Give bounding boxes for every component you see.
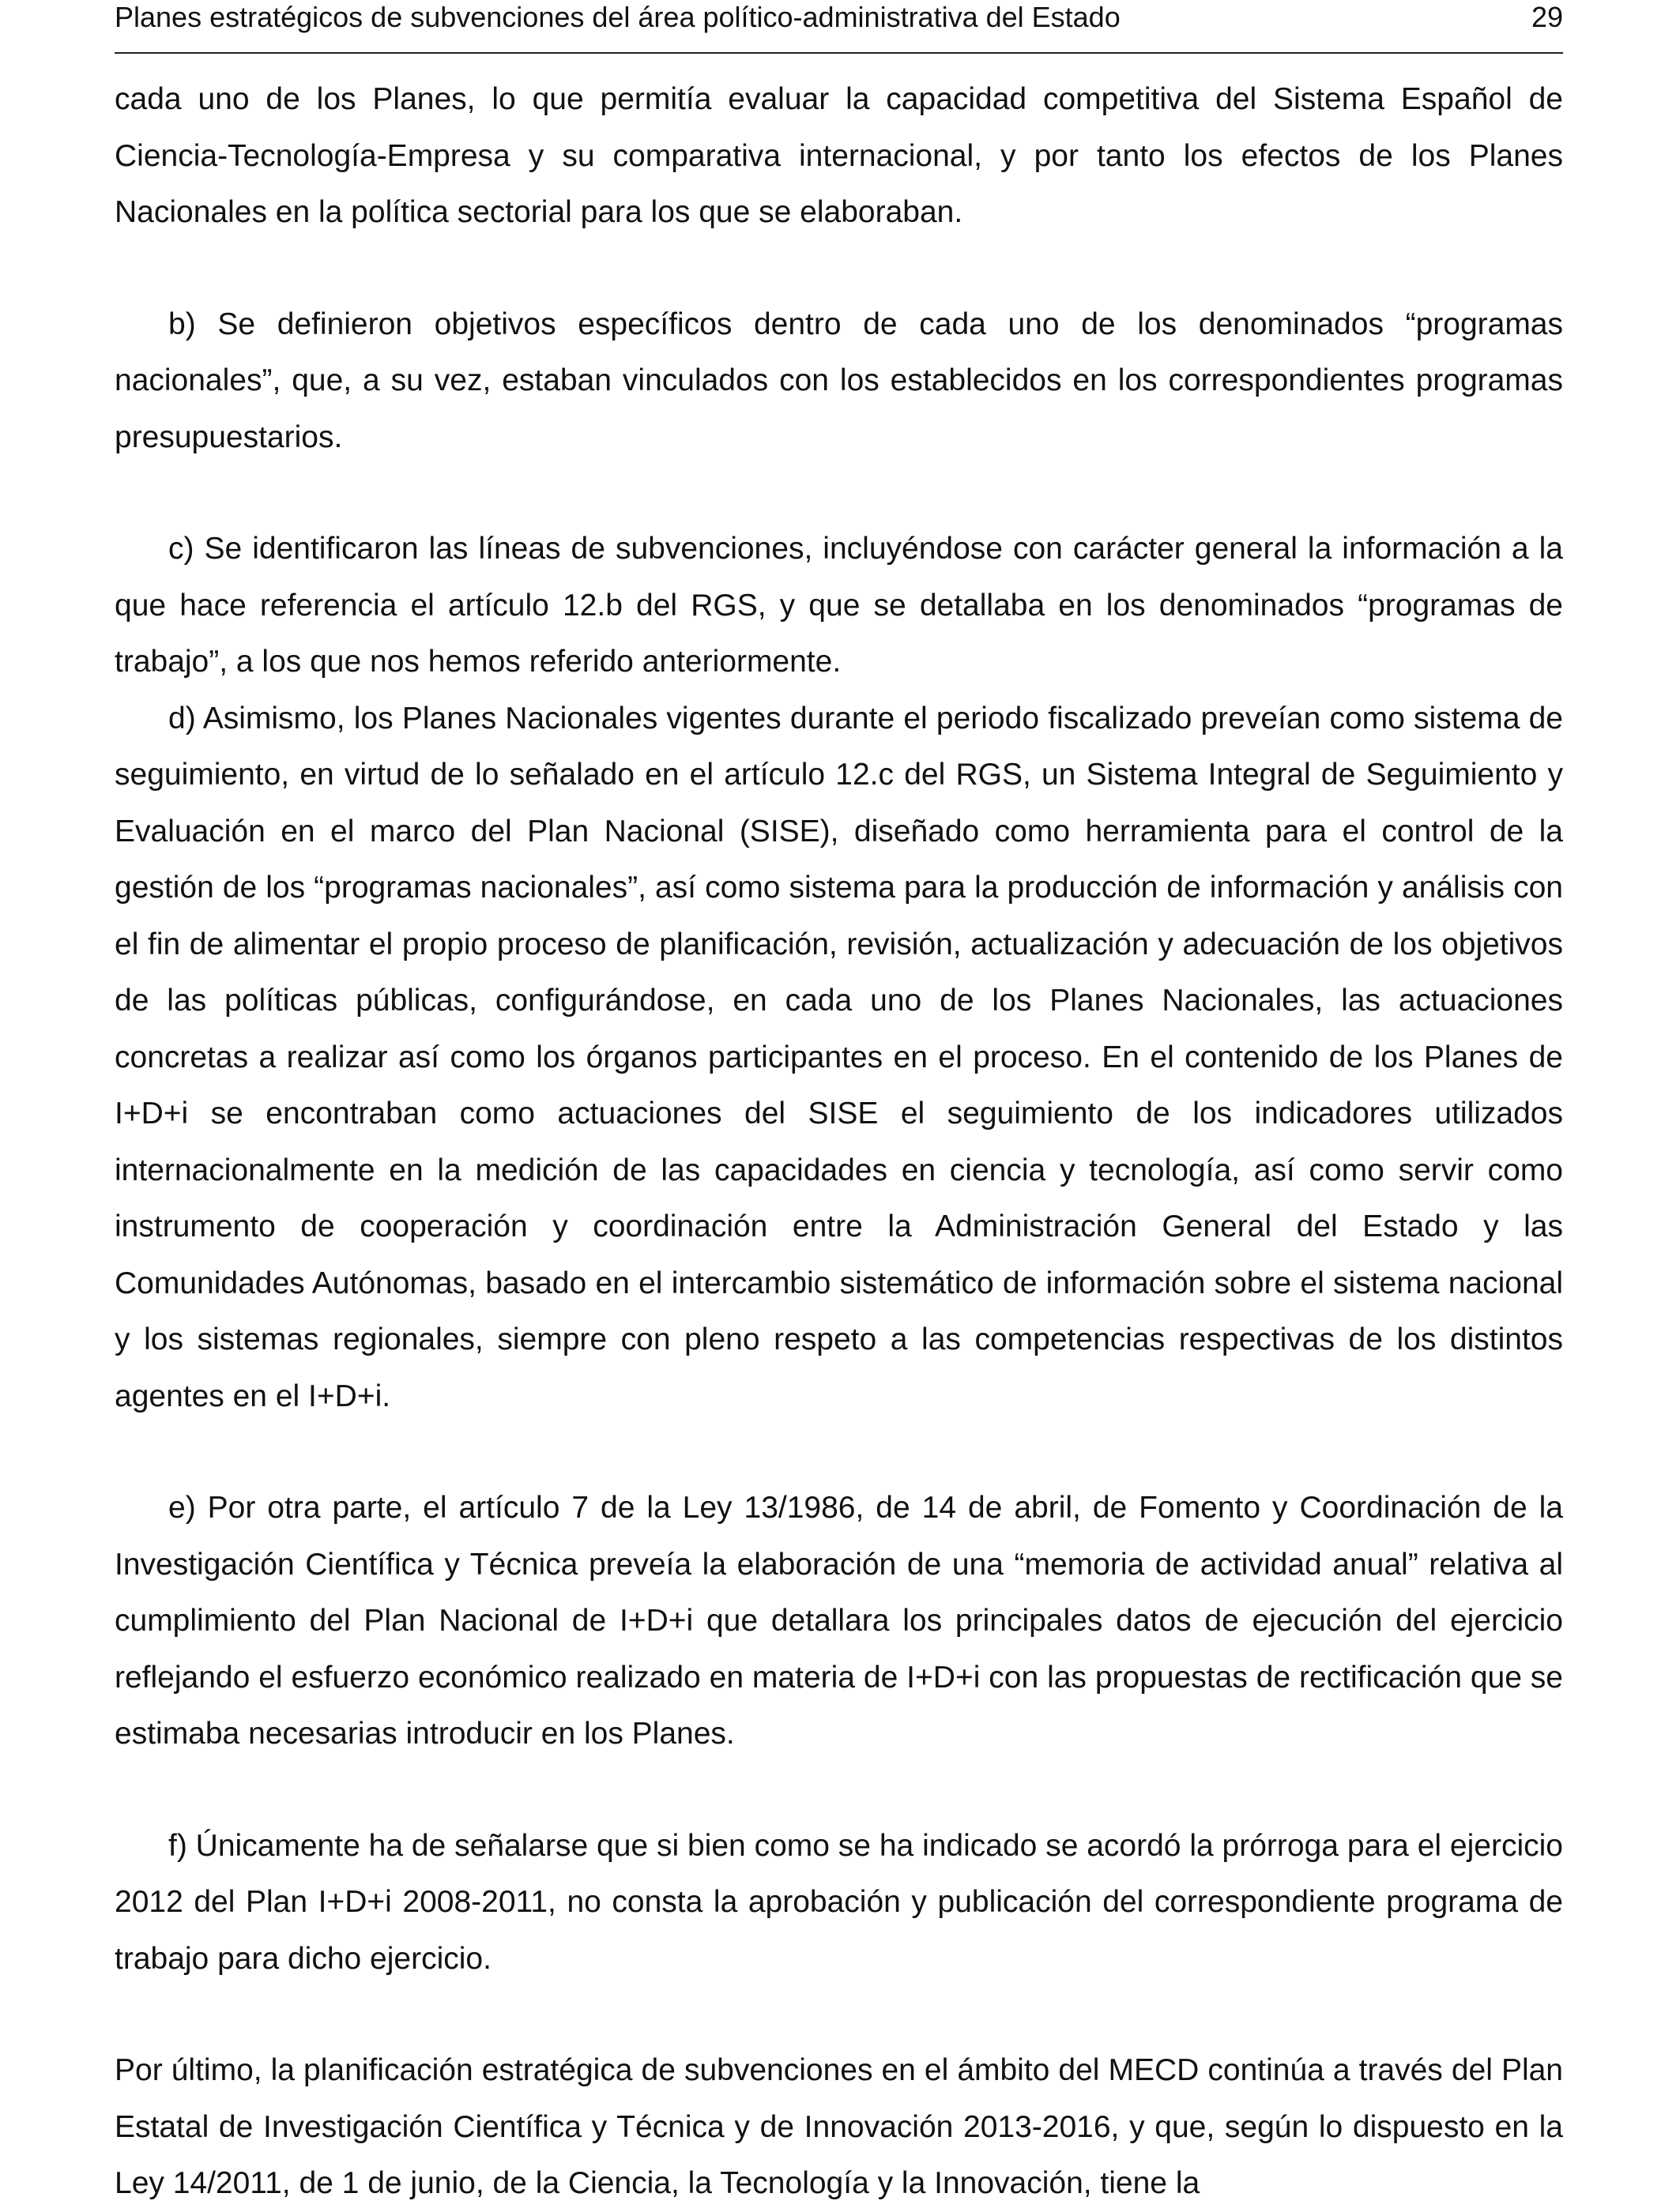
paragraph-item-e: e) Por otra parte, el artículo 7 de la Ley 13/1986, de 14 de abril, de Fomento y Coordinación de la Investigación Científica y Técnica preveía la elaboración de una “memoria de actividad anual” relativa al cumplimiento del Plan Nacional de I+D+i que detallara los principales datos de ejecución del ejercicio reflejando el esfuerzo económico realizado en materia de I+D+i con las propuestas de rectificación que se estimaba necesarias introducir en los Planes. (115, 1491, 1563, 1751)
paragraph-final: Por último, la planificación estratégica de subvenciones en el ámbito del MECD continúa a través del Plan Estatal de Investigación Científica y Técnica y de Innovación 2013-2016, y que, según lo dispuesto en la Ley 14/2011, de 1 de junio, de la Ciencia, la Tecnología y la Innovación, tiene la (115, 2053, 1563, 2200)
page-header (115, 0, 1563, 54)
paragraph-item-f: f) Únicamente ha de señalarse que si bien como se ha indicado se acordó la prórroga para el ejercicio 2012 del Plan I+D+i 2008-2011, no consta la aprobación y publicación del correspondiente programa de trabajo para dicho ejercicio. (115, 1828, 1563, 1976)
paragraph-item-b: b) Se definieron objetivos específicos dentro de cada uno de los denominados “programas nacionales”, que, a su vez, estaban vinculados con los establecidos en los correspondientes programas presupuestarios. (115, 307, 1563, 454)
page-number: 29 (1531, 1, 1563, 33)
paragraph-item-d: d) Asimismo, los Planes Nacionales vigentes durante el periodo fiscalizado preveían como sistema de seguimiento, en virtud de lo señalado en el artículo 12.c del RGS, un Sistema Integral de Seguimiento y Evaluación en el marco del Plan Nacional (SISE), diseñado como herramienta para el control de la gestión de los “programas nacionales”, así como sistema para la producción de información y análisis con el fin de alimentar el propio proceso de planificación, revisión, actualización y adecuación de los objetivos de las políticas públicas, configurándose, en cada uno de los Planes Nacionales, las actuaciones concretas a realizar así como los órganos participantes en el proceso. En el contenido de los Planes de I+D+i se encontraban como actuaciones del SISE el seguimiento de los indicadores utilizados internacionalmente en la medición de las capacidades en ciencia y tecnología, así como servir como instrumento de cooperación y coordinación entre la Administración General del Estado y las Comunidades Autónomas, basado en el intercambio sistemático de información sobre el sistema nacional y los sistemas regionales, siempre con pleno respeto a las competencias respectivas de los distintos agentes en el I+D+i. (115, 701, 1563, 1413)
header-title: Planes estratégicos de subvenciones del área político-administrativa del Estado (115, 1, 1121, 33)
paragraph-item-c: c) Se identificaron las líneas de subvenciones, incluyéndose con carácter general la información a la que hace referencia el artículo 12.b del RGS, y que se detallaba en los denominados “programas de trabajo”, a los que nos hemos referido anteriormente. (115, 532, 1563, 679)
document-body (115, 71, 1563, 2212)
paragraph-continuation: cada uno de los Planes, lo que permitía evaluar la capacidad competitiva del Sistema Español de Ciencia-Tecnología-Empresa y su comparativa internacional, y por tanto los efectos de los Planes Nacionales en la política sectorial para los que se elaboraban. (115, 82, 1563, 229)
